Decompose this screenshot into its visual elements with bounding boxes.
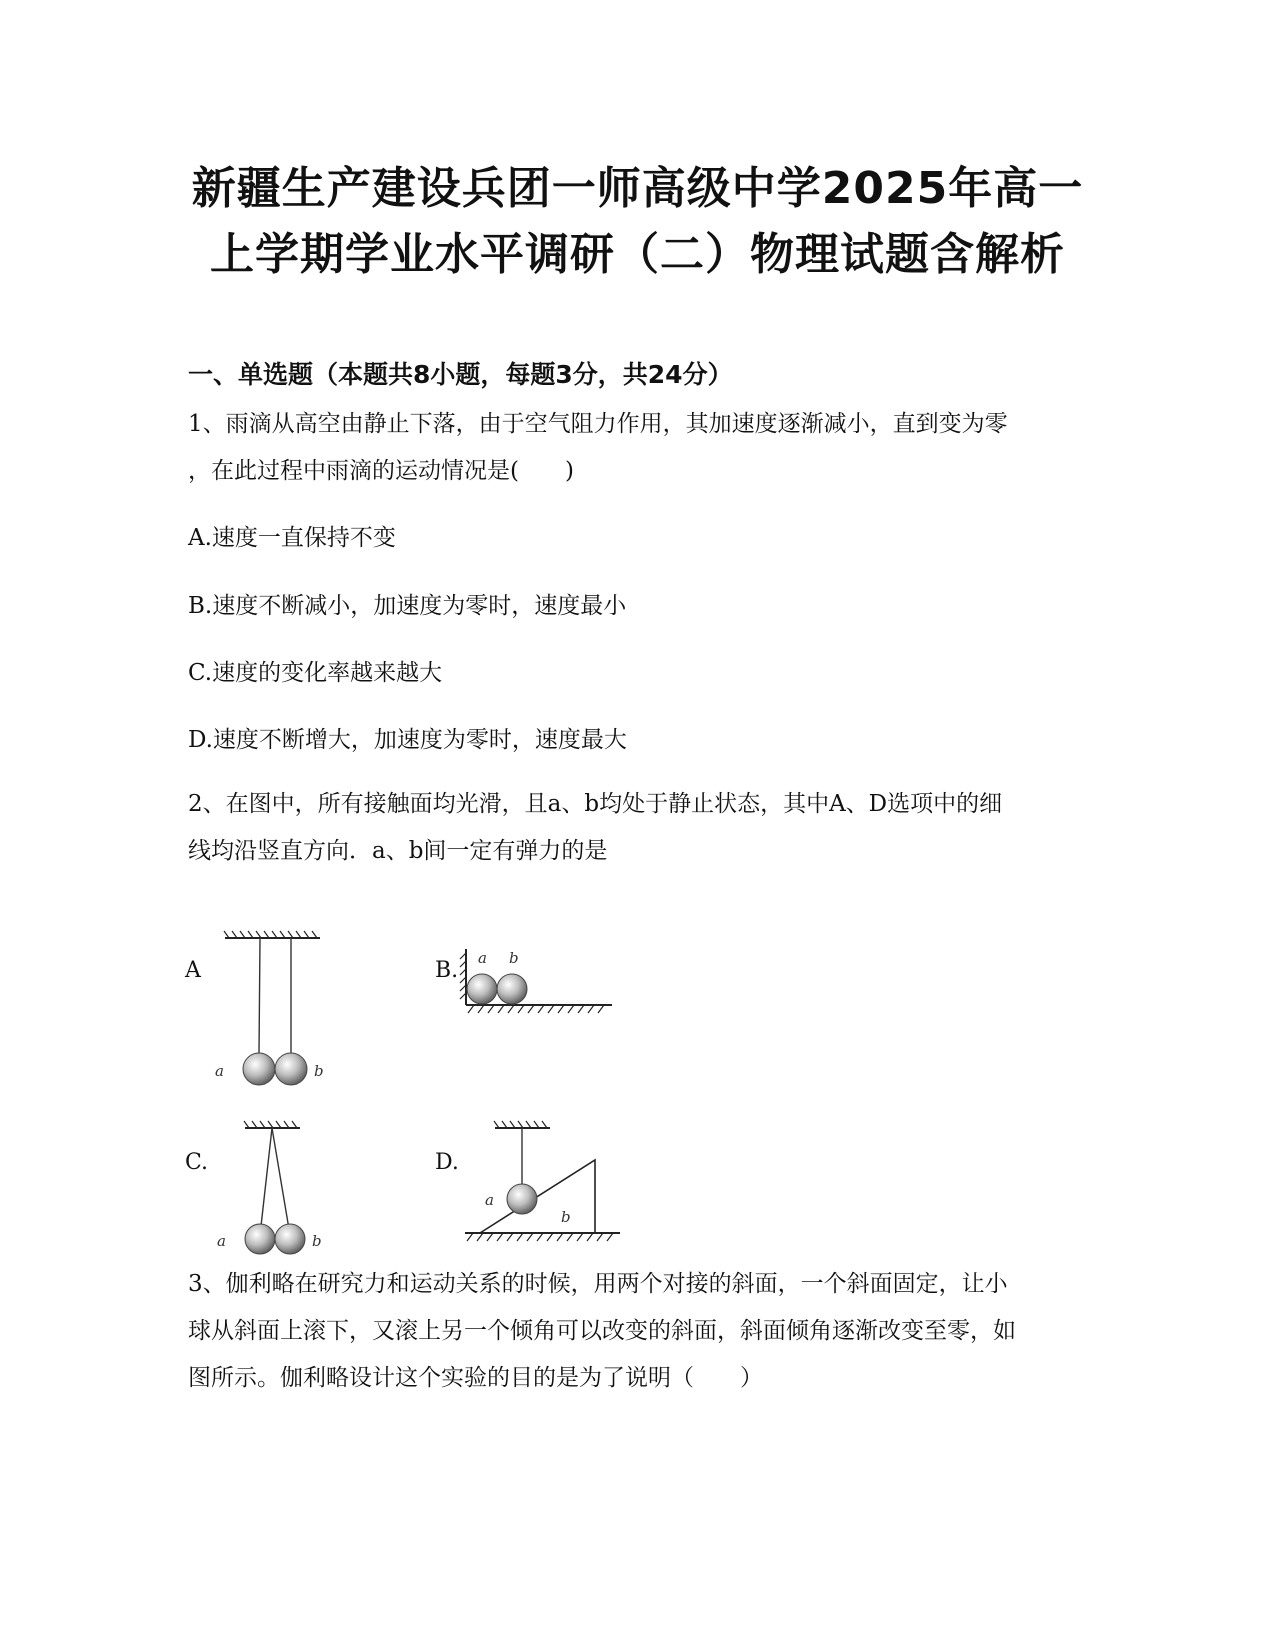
q3-stem-line-2: 球从斜面上滚下，又滚上另一个倾角可以改变的斜面，斜面倾角逐渐改变至零，如 bbox=[188, 1318, 1016, 1344]
figure-b-diagram bbox=[460, 945, 615, 1020]
figure-label-a: A bbox=[185, 958, 201, 983]
ball-a bbox=[243, 1053, 275, 1085]
doc-title-line-1: 新疆生产建设兵团一师高级中学2025年高一 bbox=[191, 163, 1084, 214]
wedge-b-label: b bbox=[561, 1208, 571, 1226]
wedge-b bbox=[480, 1160, 595, 1233]
q2-stem-line-2: 线均沿竖直方向．a、b间一定有弹力的是 bbox=[188, 838, 608, 864]
figure-c-diagram bbox=[215, 1120, 335, 1255]
ball-a-label: a bbox=[217, 1232, 226, 1250]
string-a bbox=[259, 938, 260, 1053]
floor-hatch bbox=[465, 1233, 620, 1241]
q1-option-d: D.速度不断增大，加速度为零时，速度最大 bbox=[188, 727, 627, 753]
ball-a bbox=[507, 1184, 537, 1214]
figure-label-c: C. bbox=[185, 1150, 209, 1175]
ball-b-label: b bbox=[509, 949, 519, 967]
ball-b bbox=[497, 974, 527, 1004]
ball-b bbox=[275, 1053, 307, 1085]
q1-stem-line-1: 1、雨滴从高空由静止下落，由于空气阻力作用，其加速度逐渐减小，直到变为零 bbox=[188, 411, 1008, 437]
ceiling-hatch bbox=[244, 1121, 300, 1128]
ball-a-label: a bbox=[478, 949, 487, 967]
q3-stem-line-1: 3、伽利略在研究力和运动关系的时候，用两个对接的斜面，一个斜面固定，让小 bbox=[188, 1271, 1008, 1297]
q3-stem-line-3: 图所示。伽利略设计这个实验的目的是为了说明（ ） bbox=[188, 1365, 763, 1391]
ball-b-label: b bbox=[314, 1062, 324, 1080]
section-heading: 一、单选题（本题共8小题，每题3分，共24分） bbox=[188, 360, 733, 389]
ball-a-label: a bbox=[485, 1191, 494, 1209]
ball-b-label: b bbox=[312, 1232, 322, 1250]
string-a bbox=[260, 1128, 272, 1235]
ceiling-hatch bbox=[224, 931, 320, 938]
ball-b bbox=[275, 1224, 305, 1254]
ball-a bbox=[467, 974, 497, 1004]
q1-stem-line-2: ，在此过程中雨滴的运动情况是( ) bbox=[188, 458, 574, 484]
doc-title-line-2: 上学期学业水平调研（二）物理试题含解析 bbox=[210, 229, 1065, 280]
ball-a bbox=[245, 1224, 275, 1254]
ball-a-label: a bbox=[215, 1062, 224, 1080]
figure-d-diagram bbox=[465, 1120, 625, 1255]
q1-option-b: B.速度不断减小，加速度为零时，速度最小 bbox=[188, 593, 627, 619]
figure-a-diagram bbox=[215, 930, 335, 1080]
ceiling-hatch bbox=[494, 1121, 550, 1128]
q1-option-c: C.速度的变化率越来越大 bbox=[188, 660, 443, 686]
q2-stem-line-1: 2、在图中，所有接触面均光滑，且a、b均处于静止状态，其中A、D选项中的细 bbox=[188, 791, 1003, 817]
figure-label-d: D. bbox=[435, 1150, 459, 1175]
figure-label-b: B. bbox=[435, 958, 459, 983]
string-b bbox=[272, 1128, 290, 1235]
q1-option-a: A.速度一直保持不变 bbox=[188, 525, 396, 551]
